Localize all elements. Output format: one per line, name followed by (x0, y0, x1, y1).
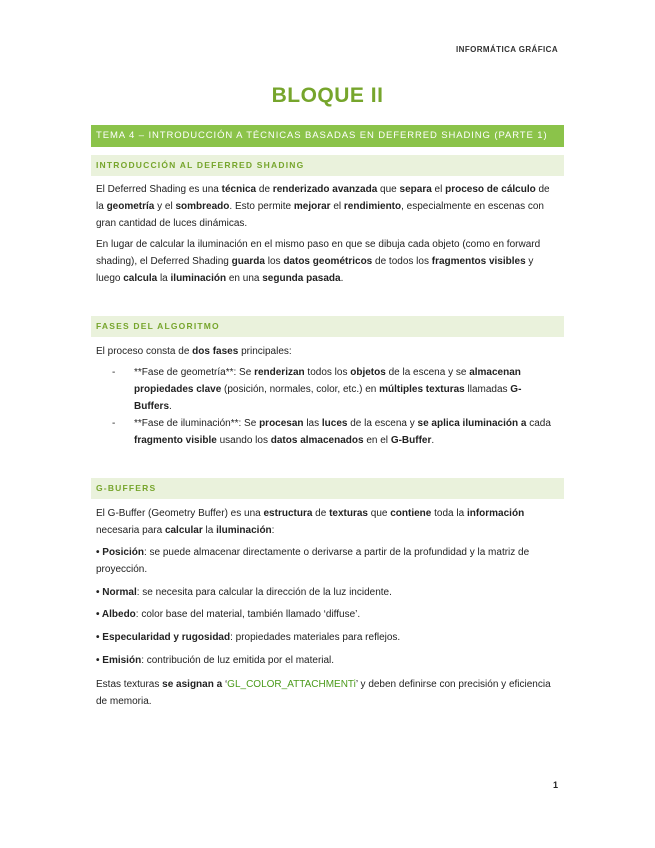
list-dash: - (112, 418, 116, 429)
topic-banner: TEMA 4 – INTRODUCCIÓN A TÉCNICAS BASADAS EN DEFERRED SHADING (PARTE 1) (91, 125, 564, 147)
bullet-item-posicion: • Posición: se puede almacenar directamente o derivarse a partir de la profundidad y la matriz de proyección. (96, 547, 530, 575)
gbuffers-intro-paragraph: El G-Buffer (Geometry Buffer) es una estructura de texturas que contiene toda la información necesaria para calcular la iluminación: (96, 508, 525, 536)
section-heading-gbuffers: G-BUFFERS (91, 478, 564, 499)
section-heading-intro: INTRODUCCIÓN AL DEFERRED SHADING (91, 155, 564, 176)
intro-paragraph-1: El Deferred Shading es una técnica de renderizado avanzada que separa el proceso de cálculo de la geometría y el sombreado. Esto permite mejorar el rendimiento, especialmente en escenas con gran cantidad de luces dinámicas. (96, 184, 550, 229)
intro-paragraph-2: En lugar de calcular la iluminación en el mismo paso en que se dibuja cada objeto (como en forward shading), el Deferred Shading guarda los datos geométricos de todos los fragmentos visibles y luego calcula la iluminación en una segunda pasada. (96, 239, 541, 284)
bullet-item-normal: • Normal: se necesita para calcular la dirección de la luz incidente. (96, 587, 392, 598)
page-number: 1 (552, 780, 558, 790)
fases-intro-paragraph: El proceso consta de dos fases principales: (96, 346, 292, 357)
page-title: BLOQUE II (271, 84, 384, 107)
bullet-item-emision: • Emisión: contribución de luz emitida por el material. (96, 655, 335, 666)
list-item-text: **Fase de geometría**: Se renderizan todos los objetos de la escena y se almacenan propiedades clave (posición, normales, color, etc.) en múltiples texturas llamadas G-Buffers. (134, 367, 522, 412)
bullet-item-especularidad: • Especularidad y rugosidad: propiedades materiales para reflejos. (96, 632, 401, 643)
bullet-item-albedo: • Albedo: color base del material, también llamado ‘diffuse’. (96, 609, 361, 620)
list-item-text: **Fase de iluminación**: Se procesan las luces de la escena y se aplica iluminación a cada fragmento visible usando los datos almacenados en el G-Buffer. (134, 418, 551, 446)
list-item (112, 415, 552, 449)
list-dash: - (112, 367, 116, 378)
list-item (112, 364, 552, 415)
section-heading-fases: FASES DEL ALGORITMO (91, 316, 564, 337)
gbuffers-closing-paragraph: Estas texturas se asignan a ‘GL_COLOR_ATTACHMENTi’ y deben definirse con precisión y eficiencia de memoria. (96, 679, 551, 707)
header-course-label: INFORMÁTICA GRÁFICA (456, 45, 558, 54)
